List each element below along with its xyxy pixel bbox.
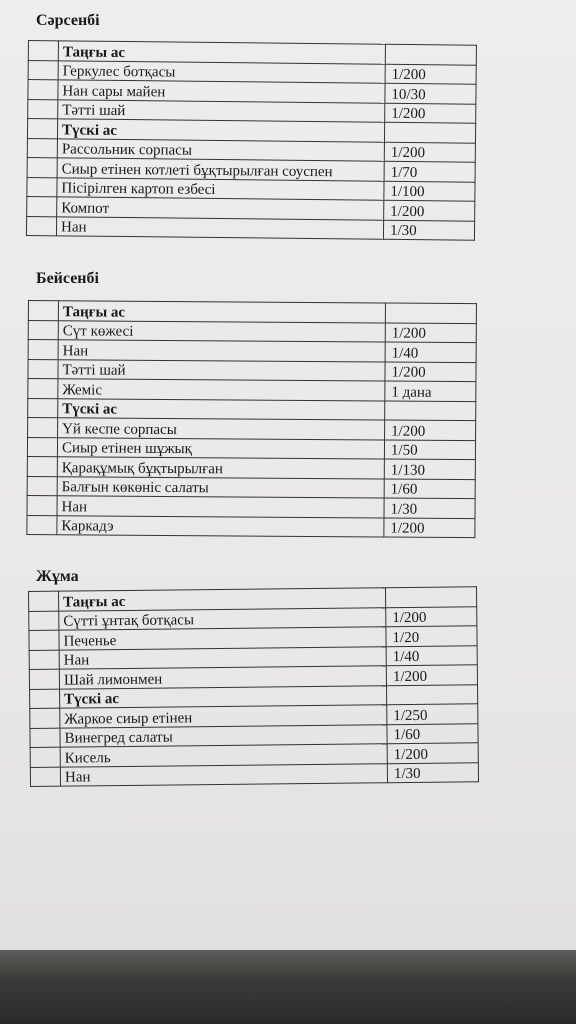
row-index-cell [27, 495, 57, 515]
dish-name-cell: Шай лимонмен [59, 666, 386, 689]
portion-cell [385, 400, 476, 420]
dish-name-cell: Нан [58, 340, 385, 362]
dish-name-cell: Нан сары майен [58, 80, 385, 103]
row-index-cell [29, 669, 59, 689]
portion-cell: 1/40 [385, 342, 476, 362]
dish-name-cell: Рассольник сорпасы [57, 138, 384, 161]
portion-cell: 1/30 [387, 762, 478, 782]
day-title-friday: Жұма [36, 568, 79, 585]
dish-name-cell: Сүтті ұнтақ ботқасы [59, 607, 386, 630]
portion-cell: 1/50 [384, 439, 475, 459]
row-index-cell [27, 196, 57, 216]
table-row [27, 437, 475, 460]
portion-cell: 1/130 [384, 459, 475, 479]
meal-name-cell: Түскі ас [58, 398, 385, 420]
portion-cell: 1/20 [386, 626, 477, 646]
row-index-cell [28, 320, 58, 340]
dish-name-cell: Сиыр етінен шұжық [57, 437, 384, 459]
meal-name-cell: Таңғы ас [59, 588, 386, 611]
portion-cell: 1/250 [387, 704, 478, 724]
portion-cell: 1/200 [385, 361, 476, 381]
dish-name-cell: Жаркое сиыр етінен [60, 705, 387, 728]
row-index-cell [29, 630, 59, 650]
dish-name-cell: Пісірілген картоп езбесі [57, 177, 384, 200]
row-index-cell [30, 767, 60, 787]
row-index-cell [28, 301, 58, 321]
portion-cell: 1/200 [385, 64, 476, 84]
portion-cell: 1/200 [384, 200, 475, 220]
row-index-cell [27, 437, 57, 457]
table-row [30, 762, 478, 786]
row-index-cell [30, 728, 60, 748]
portion-cell: 1/40 [386, 645, 477, 665]
row-index-cell [28, 379, 58, 399]
portion-cell: 1/60 [384, 478, 475, 498]
portion-cell: 1/70 [384, 161, 475, 181]
row-index-cell [29, 591, 59, 611]
portion-cell: 1/200 [384, 142, 475, 162]
menu-table-friday [28, 586, 479, 787]
row-index-cell [29, 611, 59, 631]
row-index-cell [28, 398, 58, 418]
portion-cell: 10/30 [385, 83, 476, 103]
row-index-cell [27, 476, 57, 496]
table-row [27, 456, 475, 479]
menu-table-wednesday [26, 40, 477, 241]
portion-cell: 1/30 [383, 220, 474, 240]
row-index-cell [27, 119, 57, 139]
portion-cell [385, 44, 476, 64]
portion-cell: 1 дана [385, 381, 476, 401]
dish-name-cell: Нан [59, 646, 386, 669]
row-index-cell [28, 80, 58, 100]
row-index-cell [28, 60, 58, 80]
portion-cell [385, 587, 476, 607]
dish-name-cell: Тәтті шай [58, 359, 385, 381]
portion-cell: 1/200 [385, 322, 476, 342]
row-index-cell [28, 99, 58, 119]
row-index-cell [28, 418, 58, 438]
meal-name-cell: Түскі ас [57, 119, 384, 142]
row-index-cell [30, 708, 60, 728]
portion-cell: 1/200 [385, 103, 476, 123]
table-row [28, 359, 476, 382]
dish-name-cell: Печенье [59, 627, 386, 650]
dish-name-cell: Қарақұмық бұқтырылған [57, 457, 384, 479]
row-index-cell [27, 177, 57, 197]
portion-cell: 1/30 [384, 498, 475, 518]
row-index-cell [27, 515, 57, 535]
table-surface [0, 950, 576, 1024]
meal-header-row [28, 301, 476, 324]
row-index-cell [30, 689, 60, 709]
meal-header-row [28, 398, 476, 421]
dish-name-cell: Компот [57, 197, 384, 220]
dish-name-cell: Каркадэ [57, 515, 384, 537]
day-title-thursday: Бейсенбі [36, 270, 99, 287]
dish-name-cell: Нан [56, 216, 383, 239]
row-index-cell [26, 216, 56, 236]
portion-cell [387, 684, 478, 704]
row-index-cell [27, 456, 57, 476]
dish-name-cell: Нан [57, 496, 384, 518]
portion-cell: 1/200 [387, 743, 478, 763]
dish-name-cell: Геркулес ботқасы [58, 60, 385, 83]
table-row [27, 515, 475, 538]
meal-name-cell: Таңғы ас [58, 41, 385, 64]
dish-name-cell: Нан [60, 763, 387, 786]
portion-cell: 1/100 [384, 181, 475, 201]
row-index-cell [29, 650, 59, 670]
dish-name-cell: Винегред салаты [60, 724, 387, 747]
portion-cell [385, 303, 476, 323]
row-index-cell [28, 359, 58, 379]
row-index-cell [30, 747, 60, 767]
day-title-wednesday: Сәрсенбі [36, 12, 100, 29]
table-row [26, 216, 474, 240]
table-row [27, 476, 475, 499]
portion-cell: 1/200 [385, 420, 476, 440]
table-row [28, 418, 476, 441]
dish-name-cell: Үй кеспе сорпасы [58, 418, 385, 440]
menu-table-thursday [26, 300, 477, 538]
dish-name-cell: Сиыр етінен котлеті бұқтырылған соуспен [57, 158, 384, 181]
dish-name-cell: Кисель [60, 744, 387, 767]
meal-name-cell: Таңғы ас [58, 301, 385, 323]
row-index-cell [27, 138, 57, 158]
row-index-cell [28, 340, 58, 360]
table-row [28, 320, 476, 343]
table-row [28, 379, 476, 402]
dish-name-cell: Сүт көжесі [58, 320, 385, 342]
portion-cell [384, 122, 475, 142]
row-index-cell [27, 157, 57, 177]
dish-name-cell: Жеміс [58, 379, 385, 401]
dish-name-cell: Тәтті шай [58, 99, 385, 122]
portion-cell: 1/200 [386, 665, 477, 685]
portion-cell: 1/200 [384, 517, 475, 537]
portion-cell: 1/200 [386, 606, 477, 626]
meal-name-cell: Түскі ас [60, 685, 387, 708]
row-index-cell [28, 41, 58, 61]
portion-cell: 1/60 [387, 723, 478, 743]
dish-name-cell: Балғын көкөніс салаты [57, 476, 384, 498]
